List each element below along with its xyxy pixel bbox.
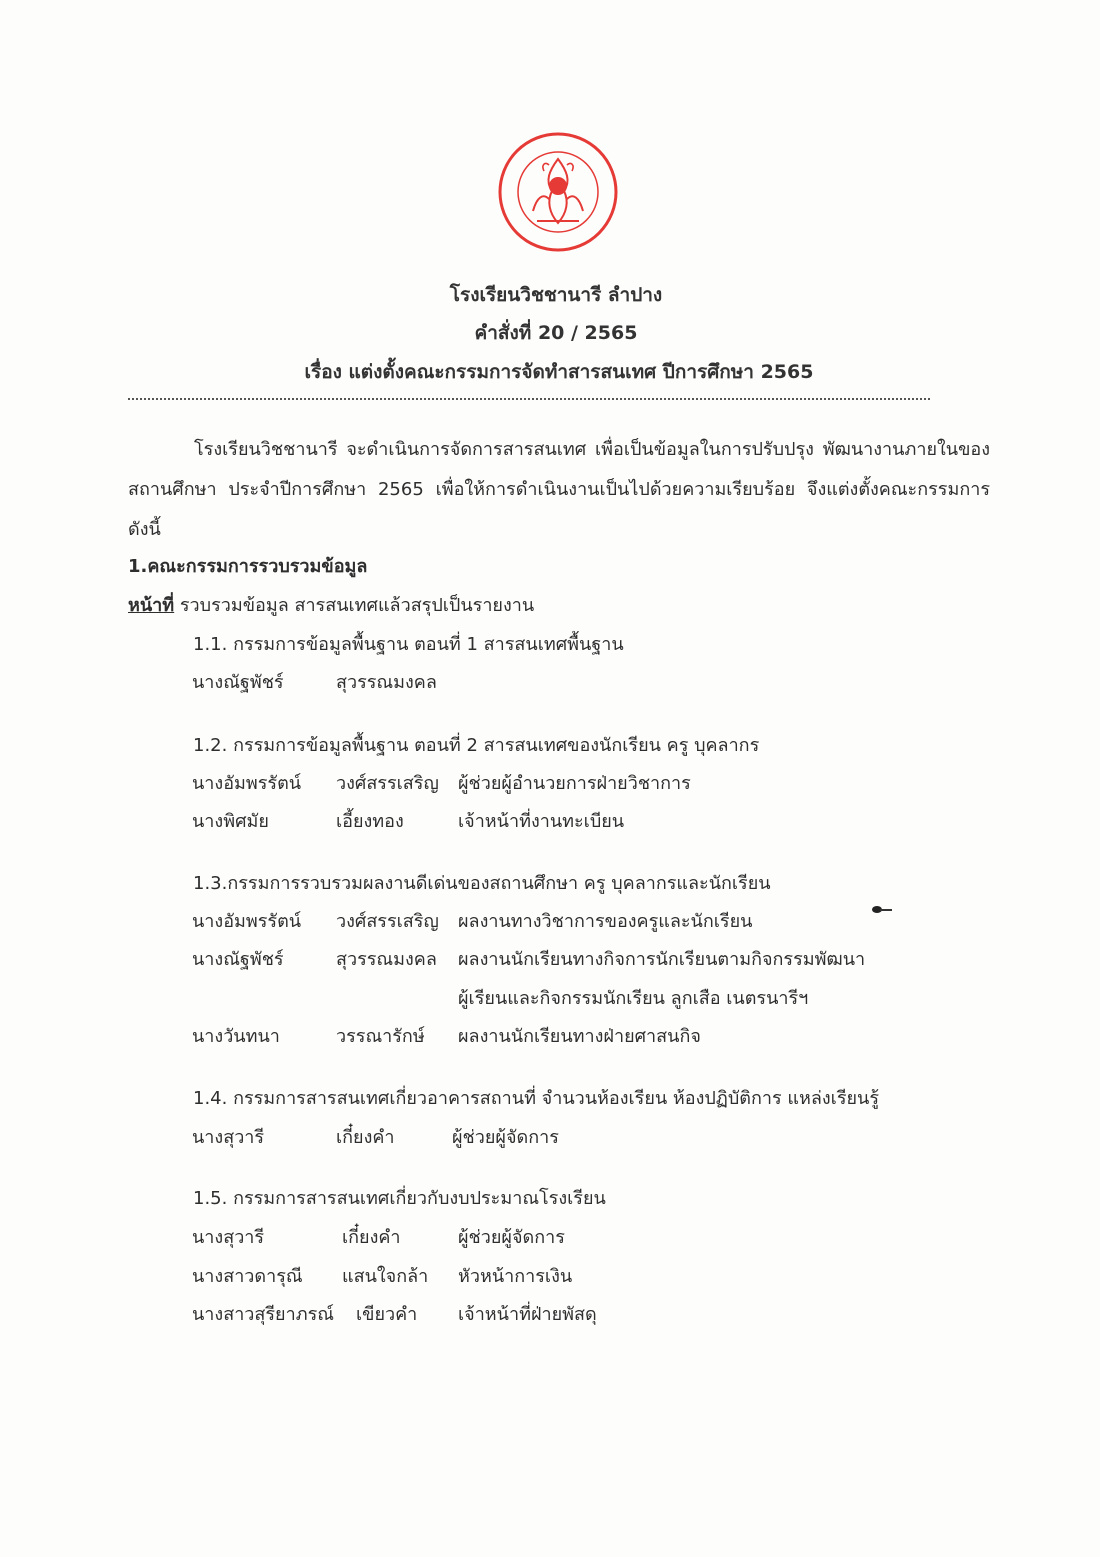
member-name: นางอัมพรรัตน์ <box>192 773 302 794</box>
member-role: ผู้ช่วยผู้อำนวยการฝ่ายวิชาการ <box>458 773 691 794</box>
section-1-heading: 1.คณะกรรมการรวบรวมข้อมูล <box>128 556 368 577</box>
member-name: นางอัมพรรัตน์ <box>192 911 302 932</box>
member-role: หัวหน้าการเงิน <box>458 1266 573 1287</box>
sub-1-2-heading: 1.2. กรรมการข้อมูลพื้นฐาน ตอนที่ 2 สารสนเทศของนักเรียน ครู บุคลากร <box>193 735 760 756</box>
member-role: ผลงานนักเรียนทางกิจการนักเรียนตามกิจกรรมพัฒนา <box>458 949 866 970</box>
sub-1-1-heading: 1.1. กรรมการข้อมูลพื้นฐาน ตอนที่ 1 สารสนเทศพื้นฐาน <box>193 634 624 655</box>
member-surname: วงศ์สรรเสริญ <box>336 911 439 932</box>
dotted-divider <box>128 398 930 400</box>
member-name: นางวันทนา <box>192 1026 280 1047</box>
order-number: คำสั่งที่ 20 / 2565 <box>474 322 638 344</box>
member-role: เจ้าหน้าที่ฝ่ายพัสดุ <box>458 1304 597 1325</box>
member-name: นางณัฐพัชร์ <box>192 672 284 693</box>
member-role: ผู้ช่วยผู้จัดการ <box>452 1127 559 1148</box>
member-name: นางสุวารี <box>192 1127 265 1148</box>
section-1-duty <box>128 590 534 619</box>
member-surname: วรรณารักษ์ <box>336 1026 425 1047</box>
member-role: เจ้าหน้าที่งานทะเบียน <box>458 811 625 832</box>
member-name: นางณัฐพัชร์ <box>192 949 284 970</box>
member-name: นางสาวดารุณี <box>192 1266 303 1287</box>
member-surname: วงศ์สรรเสริญ <box>336 773 439 794</box>
member-name: นางพิศมัย <box>192 811 269 832</box>
member-surname: สุวรรณมงคล <box>336 949 437 970</box>
member-surname: เขียวคำ <box>356 1304 418 1325</box>
member-surname: เกี๋ยงคำ <box>336 1127 395 1148</box>
duty-text: รวบรวมข้อมูล สารสนเทศแล้วสรุปเป็นรายงาน <box>174 595 535 616</box>
intro-paragraph: โรงเรียนวิชชานารี จะดำเนินการจัดการสารสนเทศ เพื่อเป็นข้อมูลในการปรับปรุง พัฒนางานภายในของสถานศึกษา ประจำปีการศึกษา 2565 เพื่อให้การดำเนินงานเป็นไปด้วยความเรียบร้อย จึงแต่งตั้งคณะกรรมการ ดังนี้ <box>128 439 990 540</box>
member-surname: แสนใจกล้า <box>342 1266 429 1287</box>
order-subject: เรื่อง แต่งตั้งคณะกรรมการจัดทำสารสนเทศ ปีการศึกษา 2565 <box>304 361 814 383</box>
member-name: นางสาวสุรียาภรณ์ <box>192 1304 334 1325</box>
school-seal-logo <box>497 131 619 253</box>
duty-label: หน้าที่ <box>128 595 175 616</box>
member-role: ผลงานทางวิชาการของครูและนักเรียน <box>458 911 753 932</box>
member-role: ผู้ช่วยผู้จัดการ <box>458 1227 565 1248</box>
member-surname: เอี้ยงทอง <box>336 811 404 832</box>
sub-1-4-heading: 1.4. กรรมการสารสนเทศเกี่ยวอาคารสถานที่ จำนวนห้องเรียน ห้องปฏิบัติการ แหล่งเรียนรู้ <box>193 1088 880 1109</box>
member-name: นางสุวารี <box>192 1227 265 1248</box>
member-role-continued: ผู้เรียนและกิจกรรมนักเรียน ลูกเสือ เนตรนารีฯ <box>458 988 809 1009</box>
sub-1-3-heading: 1.3.กรรมการรวบรวมผลงานดีเด่นของสถานศึกษา ครู บุคลากรและนักเรียน <box>193 873 771 894</box>
ink-spot-tail <box>880 909 892 911</box>
member-role: ผลงานนักเรียนทางฝ่ายศาสนกิจ <box>458 1026 701 1047</box>
member-surname: เกี๋ยงคำ <box>342 1227 401 1248</box>
sub-1-5-heading: 1.5. กรรมการสารสนเทศเกี่ยวกับงบประมาณโรงเรียน <box>193 1188 606 1209</box>
school-title: โรงเรียนวิชชานารี ลำปาง <box>449 284 663 306</box>
member-surname: สุวรรณมงคล <box>336 672 437 693</box>
